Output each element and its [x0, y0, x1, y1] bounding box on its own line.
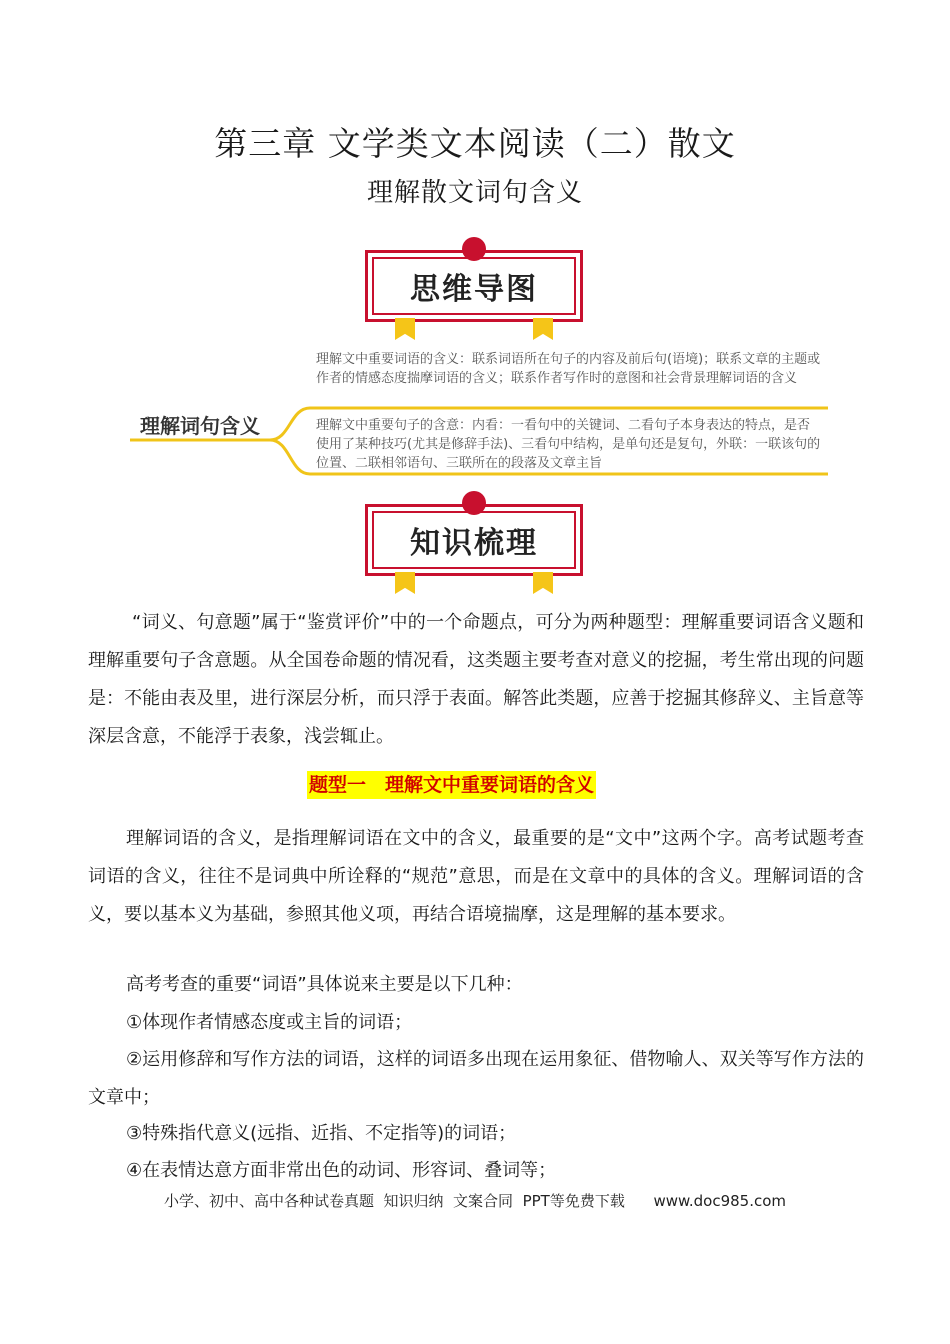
intro-paragraph: “词义、句意题”属于“鉴赏评价”中的一个命题点，可分为两种题型：理解重要词语含义题和理解重要句子含意题。从全国卷命题的情况看，这类题主要考查对意义的挖掘，考生常出现的问题是：不能由表及里，进行深层分析，而只浮于表面。解答此类题，应善于挖掘其修辞义、主旨意等深层含意，不能浮于表象，浅尝辄止。 [88, 612, 864, 747]
list-item: ④在表情达意方面非常出色的动词、形容词、叠词等； [126, 1160, 557, 1181]
mind-map-branch-sentences: 理解文中重要句子的含意：内看：一看句中的关键词、二看句子本身表达的特点，是否使用了某种技巧(尤其是修辞手法)、三看句中结构，是单句还是复句，外联：一联该句的位置、二联相邻语句、三联所在的段落及文章主旨 [316, 418, 821, 471]
mind-map-branch-words: 理解文中重要词语的含义：联系词语所在句子的内容及前后句(语境)；联系文章的主题或作者的情感态度揣摩词语的含义；联系作者写作时的意图和社会背景理解词语的含义 [316, 352, 821, 386]
knowledge-banner [365, 504, 583, 576]
list-item: ③特殊指代意义(远指、近指、不定指等)的词语； [126, 1123, 517, 1144]
banner-label: 思维导图 [410, 272, 538, 307]
banner-inner-frame [372, 511, 576, 569]
mind-map-root: 理解词句含义 [140, 414, 260, 438]
body-paragraph: 理解词语的含义，是指理解词语在文中的含义，最重要的是“文中”这两个字。高考试题考查词语的含义，往往不是词典中所诠释的“规范”意思，而是在文章中的具体的含义。理解词语的含义，要以基本义为基础，参照其他义项，再结合语境揣摩，这是理解的基本要求。 [88, 828, 864, 925]
ribbon-icon [533, 572, 553, 594]
pin-icon [462, 491, 486, 515]
ribbon-icon [395, 572, 415, 594]
section-heading: 题型一 理解文中重要词语的含义 [307, 771, 596, 799]
list-item: ①体现作者情感态度或主旨的词语； [126, 1012, 413, 1033]
chapter-subtitle: 理解散文词句含义 [366, 178, 583, 208]
body-paragraph: 高考考查的重要“词语”具体说来主要是以下几种： [126, 974, 523, 995]
list-item: ②运用修辞和写作方法的词语，这样的词语多出现在运用象征、借物喻人、双关等写作方法的文章中； [88, 1049, 864, 1108]
banner-label: 知识梳理 [410, 526, 538, 561]
page-footer: 小学、初中、高中各种试卷真题 知识归纳 文案合同 PPT等免费下载 www.doc985.com [163, 1192, 787, 1210]
chapter-title: 第三章 文学类文本阅读（二）散文 [214, 124, 736, 163]
